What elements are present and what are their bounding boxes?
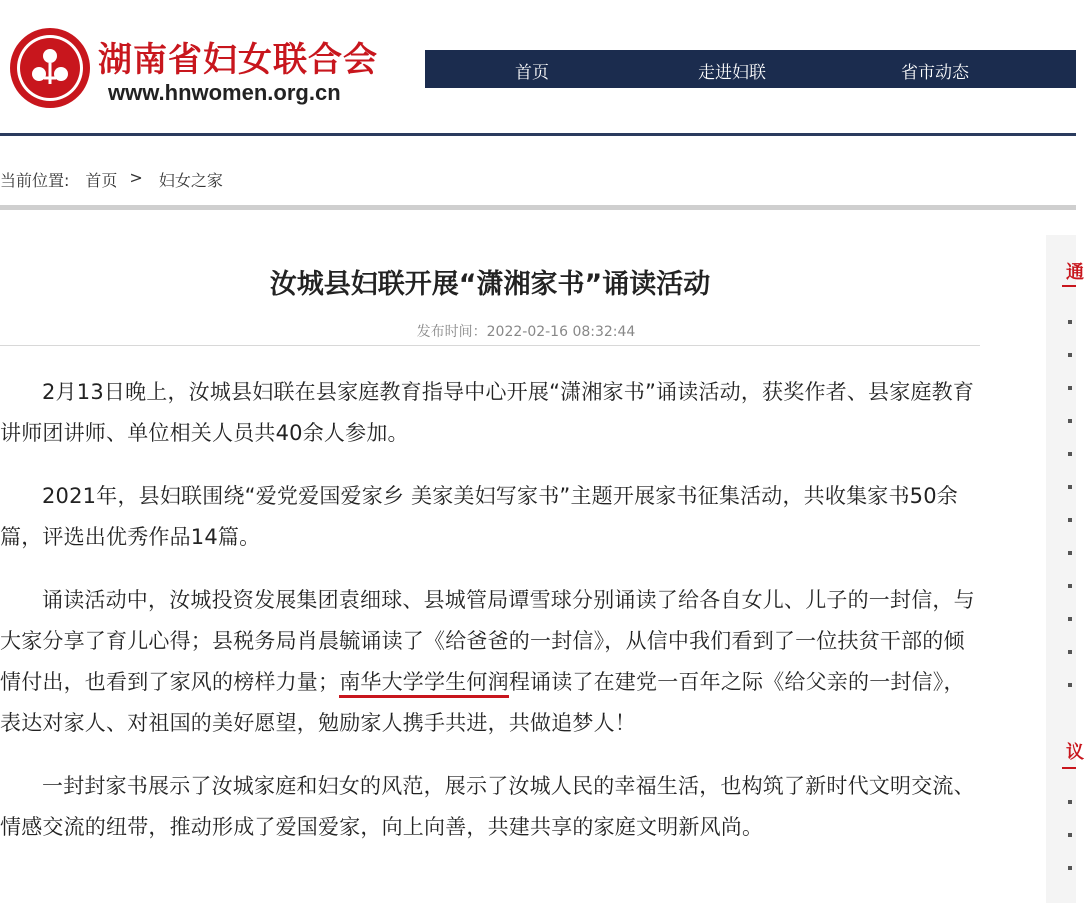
paragraph-4: 一封封家书展示了汝城家庭和妇女的风范，展示了汝城人民的幸福生活，也构筑了新时代文明交流、情感交流的纽带，推动形成了爱国爱家，向上向善，共建共享的家庭文明新风尚。 [0,774,975,839]
sidebar-bullet [1068,617,1072,621]
sidebar-bullet [1068,386,1072,390]
sidebar-bullet [1068,650,1072,654]
nav-news[interactable]: 省市动态 [901,63,969,83]
sidebar-bullet [1068,866,1072,870]
article-body [0,372,985,870]
sidebar-bullet [1068,320,1072,324]
title-divider [0,345,980,346]
site-name: 湖南省妇女联合会 [98,40,378,80]
breadcrumb [0,168,223,191]
breadcrumb-current[interactable]: 妇女之家 [158,171,223,190]
paragraph-1: 2月13日晚上，汝城县妇联在县家庭教育指导中心开展“潇湘家书”诵读活动，获奖作者、县家庭教育讲师团讲师、单位相关人员共40余人参加。 [0,380,975,445]
breadcrumb-label: 当前位置: [0,171,70,190]
paragraph-3-part-a: 诵读活动中，汝城投资发展集团袁细球、县城管局谭雪球分别诵读了给各自女儿、儿子的一封信，与大家分享了育儿心得；县税务局肖晨毓诵读了《给爸爸的一封信》，从信中我们看到了一位扶贫干部的倾情付出，也看到了家风的榜样力量； [0,588,975,694]
paragraph-3 [0,580,985,744]
sidebar-heading-1-rule [1062,285,1076,287]
sidebar-heading-1[interactable]: 通 [1066,262,1084,283]
sidebar-bullet [1068,800,1072,804]
sidebar-bullet [1068,683,1072,687]
breadcrumb-divider [0,205,1076,210]
underlined-highlight: 南华大学学生何润 [339,670,509,698]
breadcrumb-separator: > [129,168,143,187]
sidebar-bullet [1068,485,1072,489]
site-url: www.hnwomen.org.cn [108,80,341,105]
sidebar-bullet [1068,833,1072,837]
sidebar-bullet [1068,353,1072,357]
womens-federation-logo-icon[interactable] [8,26,92,110]
sidebar-bullet [1068,419,1072,423]
paragraph-2: 2021年，县妇联围绕“爱党爱国爱家乡 美家美妇写家书”主题开展家书征集活动，共收集家书50余篇，评选出优秀作品14篇。 [0,484,958,549]
sidebar-bullet [1068,452,1072,456]
article-publish-time: 发布时间：2022-02-16 08:32:44 [416,324,636,340]
paragraph-3-part-b: 程诵读了在建党一百年之际《给父亲的一封信》，表达对家人、对祖国的美好愿望，勉励家人携手共进，共做追梦人！ [0,670,965,735]
site-header [0,0,1076,135]
sidebar-bullet [1068,584,1072,588]
sidebar-heading-2[interactable]: 议 [1066,742,1084,763]
nav-home[interactable]: 首页 [515,63,549,83]
sidebar-bullet [1068,518,1072,522]
main-nav [425,50,1076,88]
nav-about[interactable]: 走进妇联 [698,63,766,83]
article-title: 汝城县妇联开展“潇湘家书”诵读活动 [269,269,711,300]
sidebar-bullet [1068,551,1072,555]
breadcrumb-home[interactable]: 首页 [85,171,118,190]
header-divider [0,133,1076,136]
sidebar-heading-2-rule [1062,767,1076,769]
